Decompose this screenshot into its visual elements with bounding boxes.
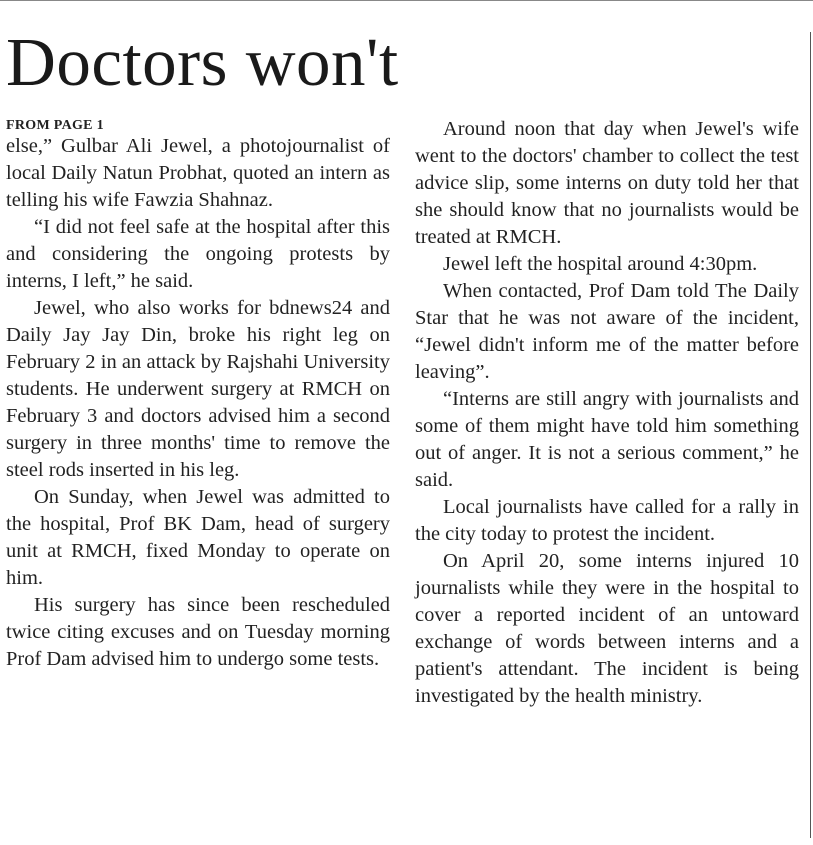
paragraph: On Sunday, when Jewel was admitted to the hospital, Prof BK Dam, head of surgery unit at RMCH, fixed Monday to operate on him. — [6, 486, 390, 589]
paragraph: Local journalists have called for a rally in the city today to protest the incident. — [415, 496, 799, 545]
jump-label: FROM PAGE 1 — [6, 118, 104, 133]
paragraph: His surgery has since been rescheduled twice citing excuses and on Tuesday morning Prof Dam advised him to undergo some tests. — [6, 594, 390, 670]
paragraph: When contacted, Prof Dam told The Daily Star that he was not aware of the incident, “Jewel didn't inform me of the matter before leaving”. — [415, 280, 799, 383]
paragraph: Jewel left the hospital around 4:30pm. — [443, 253, 758, 275]
paragraph: On April 20, some interns injured 10 journalists while they were in the hospital to cover a reported incident of an untoward exchange of words between interns and a patient's attendant. The incident is being investigated by the health ministry. — [415, 550, 799, 707]
headline: Doctors won't — [6, 24, 399, 100]
top-rule — [0, 0, 813, 1]
paragraph: Jewel, who also works for bdnews24 and Daily Jay Jay Din, broke his right leg on February 2 in an attack by Rajshahi University students. He underwent surgery at RMCH on February 3 and doctors advised him a second surgery in three months' time to remove the steel rods inserted in his leg. — [6, 297, 390, 481]
column-rule-right — [810, 32, 811, 838]
right-column — [415, 116, 799, 710]
paragraph: “I did not feel safe at the hospital after this and considering the ongoing protests by interns, I left,” he said. — [6, 216, 390, 292]
paragraph: else,” Gulbar Ali Jewel, a photojournalist of local Daily Natun Probhat, quoted an intern as telling his wife Fawzia Shahnaz. — [6, 135, 390, 211]
paragraph: Around noon that day when Jewel's wife went to the doctors' chamber to collect the test advice slip, some interns on duty told her that she should know that no journalists would be treated at RMCH. — [415, 118, 799, 248]
left-column — [6, 116, 390, 673]
paragraph: “Interns are still angry with journalists and some of them might have told him something out of anger. It is not a serious comment,” he said. — [415, 388, 799, 491]
